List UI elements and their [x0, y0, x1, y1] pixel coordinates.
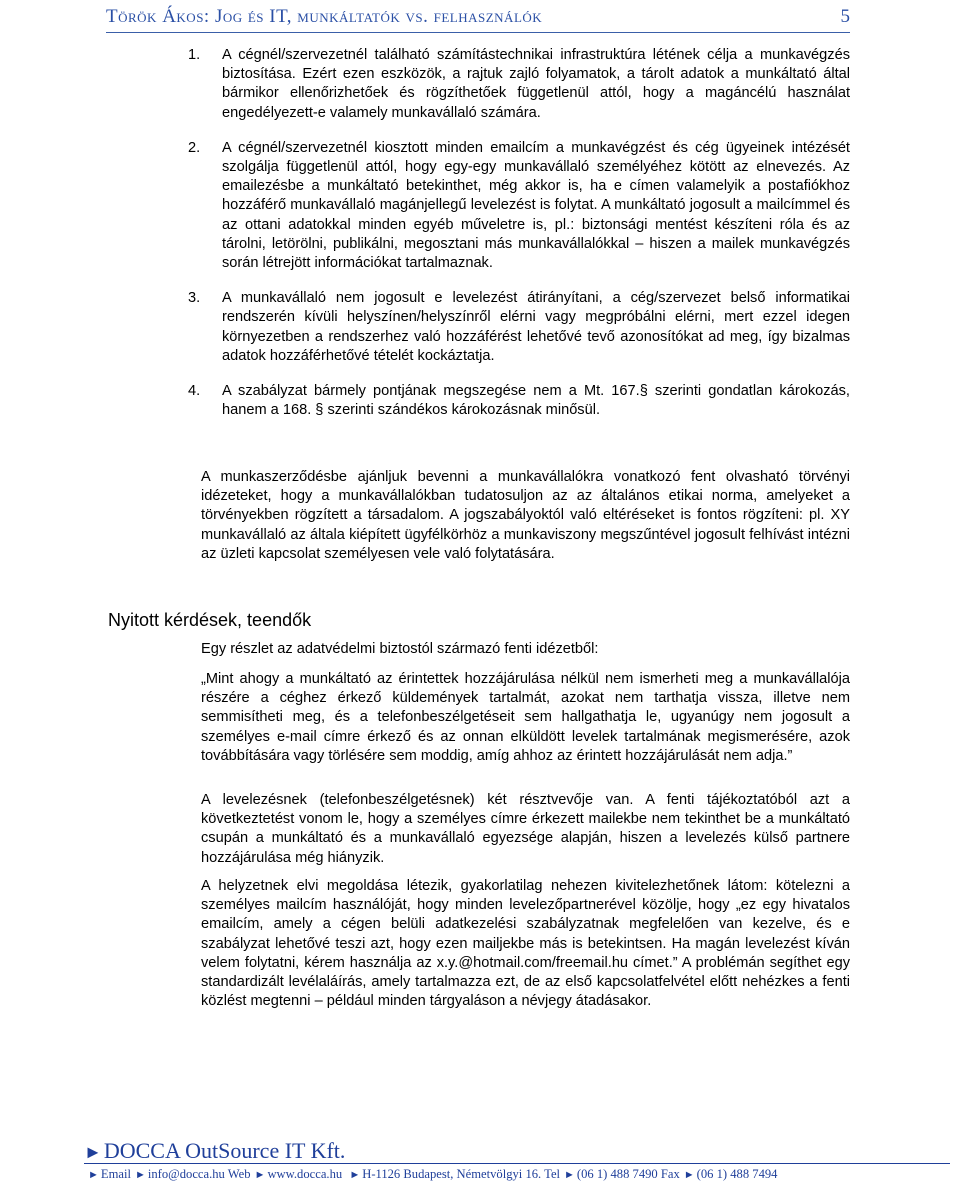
- triangle-icon: ►: [134, 1169, 146, 1181]
- section-title: Nyitott kérdések, teendők: [108, 610, 312, 630]
- triangle-icon: ►: [683, 1169, 695, 1181]
- tel-number: (06 1) 488 7490: [576, 1167, 658, 1181]
- footer-contact: [84, 1167, 777, 1182]
- list-item-text: A cégnél/szervezetnél található számítástechnikai infrastruktúra létének célja a munkavégzés biztosítása. Ezért ezen eszközök, a rajtuk zajló folyamatok, a tárolt adatok a munkáltató által bármikor ellenőrizhetőek és rögzíthetőek függetlenül attól, hogy a magáncélú használat engedélyezett-e valamely munkavállaló számára.: [222, 47, 850, 121]
- list-item-text: A szabályzat bármely pontjának megszegése nem a Mt. 167.§ szerinti gondatlan károkozás, hanem a 168. § szerinti szándékos károkozásnak minősül.: [222, 383, 850, 419]
- list-item: [188, 289, 850, 366]
- rules-list: [188, 46, 850, 436]
- company-name: DOCCA OutSource IT Kft.: [103, 1138, 346, 1163]
- triangle-icon: ►: [254, 1169, 266, 1181]
- list-item-text: A cégnél/szervezetnél kiosztott minden emailcím a munkavégzést és cég ügyeinek intézését szolgálja függetlenül attól, hogy egy-egy munkavállaló személyéhez kötött az elnevezés. Az emailezésbe a munkáltató betekinthet, még akkor is, ha e címen valamelyik a postafiókhoz hozzáférő munkavállaló magánjellegű levelezést is folytat. A munkáltató jogosult a mailcímmel és az ottani adatokkal minden egyéb műveletre is, pl.: biztonsági mentést készíteni róla és az tárolni, letörölni, publikálni, megosztani más munkavállalókkal – hiszen a mailek munkavégzés során létrejött információkat tartalmaznak.: [222, 139, 850, 272]
- triangle-icon: ►: [349, 1169, 361, 1181]
- company-logo: [84, 1138, 345, 1164]
- page-number: 5: [840, 6, 850, 27]
- page-header: [106, 4, 850, 33]
- list-item-number: 1.: [188, 47, 201, 63]
- email-link[interactable]: info@docca.hu: [147, 1167, 225, 1181]
- list-item-text: A munkavállaló nem jogosult e levelezést átirányítani, a cég/szervezet belső informatikai rendszerén kívüli helyszínen/helyszínről elérni vagy megpróbálni elérni, mert ezzel idegen környezetben a rendszerhez való hozzáférést lehetővé tevő azonosítókat ad meg, így bizalmas adatok hozzáférhetővé tételét kockáztatja.: [222, 290, 850, 364]
- triangle-icon: ►: [84, 1142, 102, 1162]
- address: H-1126 Budapest, Németvölgyi 16.: [362, 1167, 542, 1181]
- list-item-number: 3.: [188, 290, 201, 307]
- header-title: Török Ákos: Jog és IT, munkáltatók vs. felhasználók: [106, 6, 543, 27]
- triangle-icon: ►: [564, 1169, 575, 1181]
- list-item: [188, 382, 850, 420]
- triangle-icon: ►: [88, 1169, 99, 1181]
- body-paragraph: A levelezésnek (telefonbeszélgetésnek) két résztvevője van. A fenti tájékoztatóból azt a következtetést vonom le, hogy a személyes címre érkezett mailekbe nem tekinthet be a munkáltató csupán a munkáltató és a munkavállaló egyezsége alapján, hiszen a levelezés külső partnere hozzájárulása még hiányzik.: [201, 792, 850, 866]
- web-link[interactable]: www.docca.hu: [267, 1167, 343, 1181]
- email-label: Email: [100, 1167, 131, 1181]
- intro-paragraph: Egy részlet az adatvédelmi biztostól származó fenti idézetből:: [201, 641, 599, 657]
- tel-label: Tel: [544, 1167, 561, 1181]
- quote-paragraph: „Mint ahogy a munkáltató az érintettek hozzájárulása nélkül nem ismerheti meg a munkavállalója részére a céghez érkező küldemények tartalmát, azokat nem tarthatja vissza, illetve nem semmisítheti meg, és a telefonbeszélgetéseit sem hallgathatja le, ugyanúgy nem jogosult a személyes e-mail címre érkező és az onnan elküldött levelek tartalmának megismerésére, azok továbbítására vagy törlésére sem moddig, amíg ahhoz az érintett hozzájárulását nem adja.”: [201, 671, 850, 764]
- list-item-number: 4.: [188, 383, 201, 400]
- footer-divider: [84, 1163, 950, 1164]
- list-item-number: 2.: [188, 139, 201, 156]
- contract-paragraph: A munkaszerződésbe ajánljuk bevenni a munkavállalókra vonatkozó fent olvasható törvényi idézeteket, hogy a munkavállalókban tudatosuljon az az általános etikai norma, amelyeket a törvényekben rögzített a társadalom. A jogszabályoktól való eltéréseket is fontos rögzíteni: pl. XY munkavállaló az általa kiépített ügyfélkörhöz a munkaviszony megszűntével jogosult felhívást intézni az üzleti kapcsolat személyesen vele való folytatására.: [201, 469, 850, 562]
- body-paragraph: A helyzetnek elvi megoldása létezik, gyakorlatilag nehezen kivitelezhetőnek látom: kötelezni a személyes mailcím használóját, hogy minden levelezőpartnerével közölje, hogy „ez egy hivatalos emailcím, amely a cégen belüli adatkezelési szabályzatnak megfelelően van kezelve, és e szabályzat lehetővé teszi azt, hogy ezen mailjekbe más is betekintsen. Ha magán levelezést kíván velem folytatni, kérem használja az x.y.@hotmail.com/freemail.hu címet.” A problémán segíthet egy standardizált levélaláírás, amely tartalmazza ezt, de az első kapcsolatfelvétel előtt nehézkes a fenti közlést megtenni – például minden tárgyaláson a névjegy átadásakor.: [201, 878, 850, 1010]
- web-label: Web: [227, 1167, 251, 1181]
- list-item: [188, 46, 850, 123]
- fax-number: (06 1) 488 7494: [696, 1167, 778, 1181]
- fax-label: Fax: [660, 1167, 680, 1181]
- list-item: [188, 139, 850, 273]
